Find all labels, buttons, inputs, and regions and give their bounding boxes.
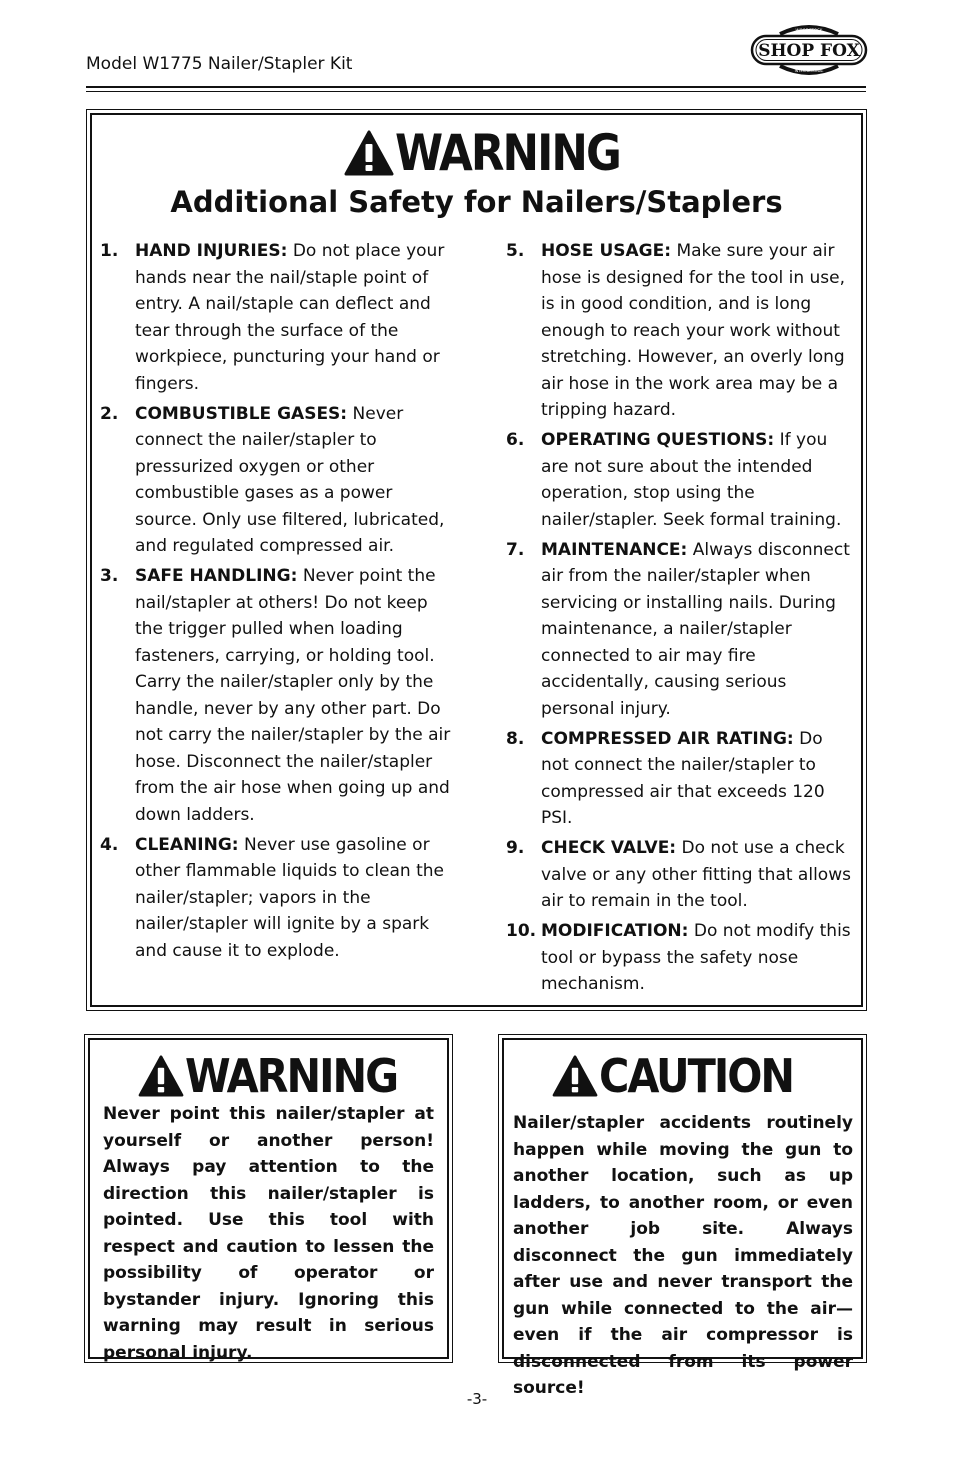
item-text: Never use gasoline or other flammable liquids to clean the nailer/stapler; vapors in the nailer/stapler will ignite by a spark and cause it to explode. — [135, 834, 445, 961]
list-item — [506, 427, 851, 533]
logo-tag-bottom: INTERNATIONAL — [794, 69, 824, 73]
item-label: COMPRESSED AIR RATING: — [541, 728, 794, 749]
list-item — [100, 563, 455, 828]
item-number: 4. — [100, 834, 119, 855]
item-text: Do not place your hands near the nail/staple point of entry. A nail/staple can deflect and tear through the surface of the workpiece, puncturing your hand or fingers. — [135, 241, 445, 394]
item-number: 5. — [506, 241, 525, 261]
item-label: MAINTENANCE: — [541, 539, 688, 560]
caution-box-text: Nailer/stapler accidents routinely happen while moving the gun to another location, such as up ladders, to another room, or even another job site. Always disconnect the gun immediately after use and never transport the gun while connected to the air—even if the air compressor is disconnected from its power source! — [513, 1113, 853, 1398]
item-text: Do not use a check valve or any other fitting that allows air to remain in the tool. — [541, 838, 851, 911]
item-number: 1. — [100, 241, 119, 261]
item-number: 8. — [506, 728, 525, 749]
item-text: If you are not sure about the intended operation, stop using the nailer/stapler. Seek formal training. — [541, 430, 842, 530]
item-label: CHECK VALVE: — [541, 838, 677, 858]
item-label: HOSE USAGE: — [541, 241, 672, 261]
item-label: CLEANING: — [135, 834, 239, 855]
list-item — [100, 401, 455, 560]
item-text: Never point the nail/stapler at others! Do not keep the trigger pulled when loading fasteners, carrying, or holding tool. Carry the nailer/stapler only by the handle, never by any other part. Do not carry the nailer/stapler by the air hose. Disconnect the nailer/stapler from the air hose when going up and down ladders. — [135, 566, 451, 825]
safety-list-right — [506, 238, 851, 1001]
main-warning-signal — [344, 124, 627, 182]
item-text: Do not modify this tool or bypass the safety nose mechanism. — [541, 921, 851, 994]
safety-list-left — [100, 238, 455, 968]
warning-triangle-icon — [344, 130, 394, 176]
item-label: MODIFICATION: — [541, 921, 689, 941]
warning-triangle-icon — [138, 1055, 184, 1097]
item-label: OPERATING QUESTIONS: — [541, 430, 775, 450]
item-number: 10. — [506, 921, 537, 941]
list-item — [506, 238, 851, 424]
warning-signal-word: WARNING — [395, 124, 620, 182]
item-label: SAFE HANDLING: — [135, 566, 298, 586]
item-text: Never connect the nailer/stapler to pressurized oxygen or other combustible gases as a power source. Only use filtered, lubricated, and regulated compressed air. — [135, 403, 445, 556]
warning-box-signal-word: WARNING — [185, 1049, 398, 1103]
logo-text: SHOP FOX — [758, 41, 860, 61]
list-item — [100, 238, 455, 397]
item-label: COMBUSTIBLE GASES: — [135, 403, 348, 424]
header-rule-thin — [86, 91, 866, 92]
caution-triangle-icon — [552, 1055, 598, 1097]
main-warning-subtitle: Additional Safety for Nailers/Staplers — [170, 185, 783, 219]
page-number: -3- — [466, 1390, 488, 1408]
item-number: 9. — [506, 838, 525, 858]
list-item — [100, 832, 455, 965]
caution-box-signal — [552, 1049, 794, 1103]
list-item — [506, 537, 851, 723]
shop-fox-logo — [750, 24, 868, 76]
list-item — [506, 726, 851, 832]
item-text: Make sure your air hose is designed for the tool in use, is in good condition, and is long enough to reach your work without stretching. However, an overly long air hose in the work area may be a tripping hazard. — [541, 241, 845, 420]
document-title: Model W1775 Nailer/Stapler Kit — [86, 54, 353, 74]
warning-box-signal — [138, 1049, 398, 1103]
item-number: 6. — [506, 430, 525, 450]
warning-box-text: Never point this nailer/stapler at yourself or another person! Always pay attention to the direction this nailer/stapler is pointed. Use this tool with respect and caution to lessen the possibility of operator or bystander injury. Ignoring this warning may result in serious personal injury. — [103, 1104, 434, 1363]
item-text: Do not connect the nailer/stapler to compressed air that exceeds 120 PSI. — [541, 728, 825, 828]
logo-tag-top: WOODSTOCK — [795, 28, 823, 33]
item-number: 7. — [506, 539, 525, 560]
list-item — [506, 918, 851, 998]
item-number: 3. — [100, 566, 119, 586]
header-rule — [86, 86, 866, 88]
list-item — [506, 835, 851, 915]
item-text: Always disconnect air from the nailer/stapler when servicing or installing nails. During maintenance, a nailer/stapler connected to air may fire accidentally, causing serious personal injury. — [541, 539, 850, 719]
item-number: 2. — [100, 403, 119, 424]
caution-signal-word: CAUTION — [599, 1049, 794, 1103]
item-label: HAND INJURIES: — [135, 241, 288, 261]
